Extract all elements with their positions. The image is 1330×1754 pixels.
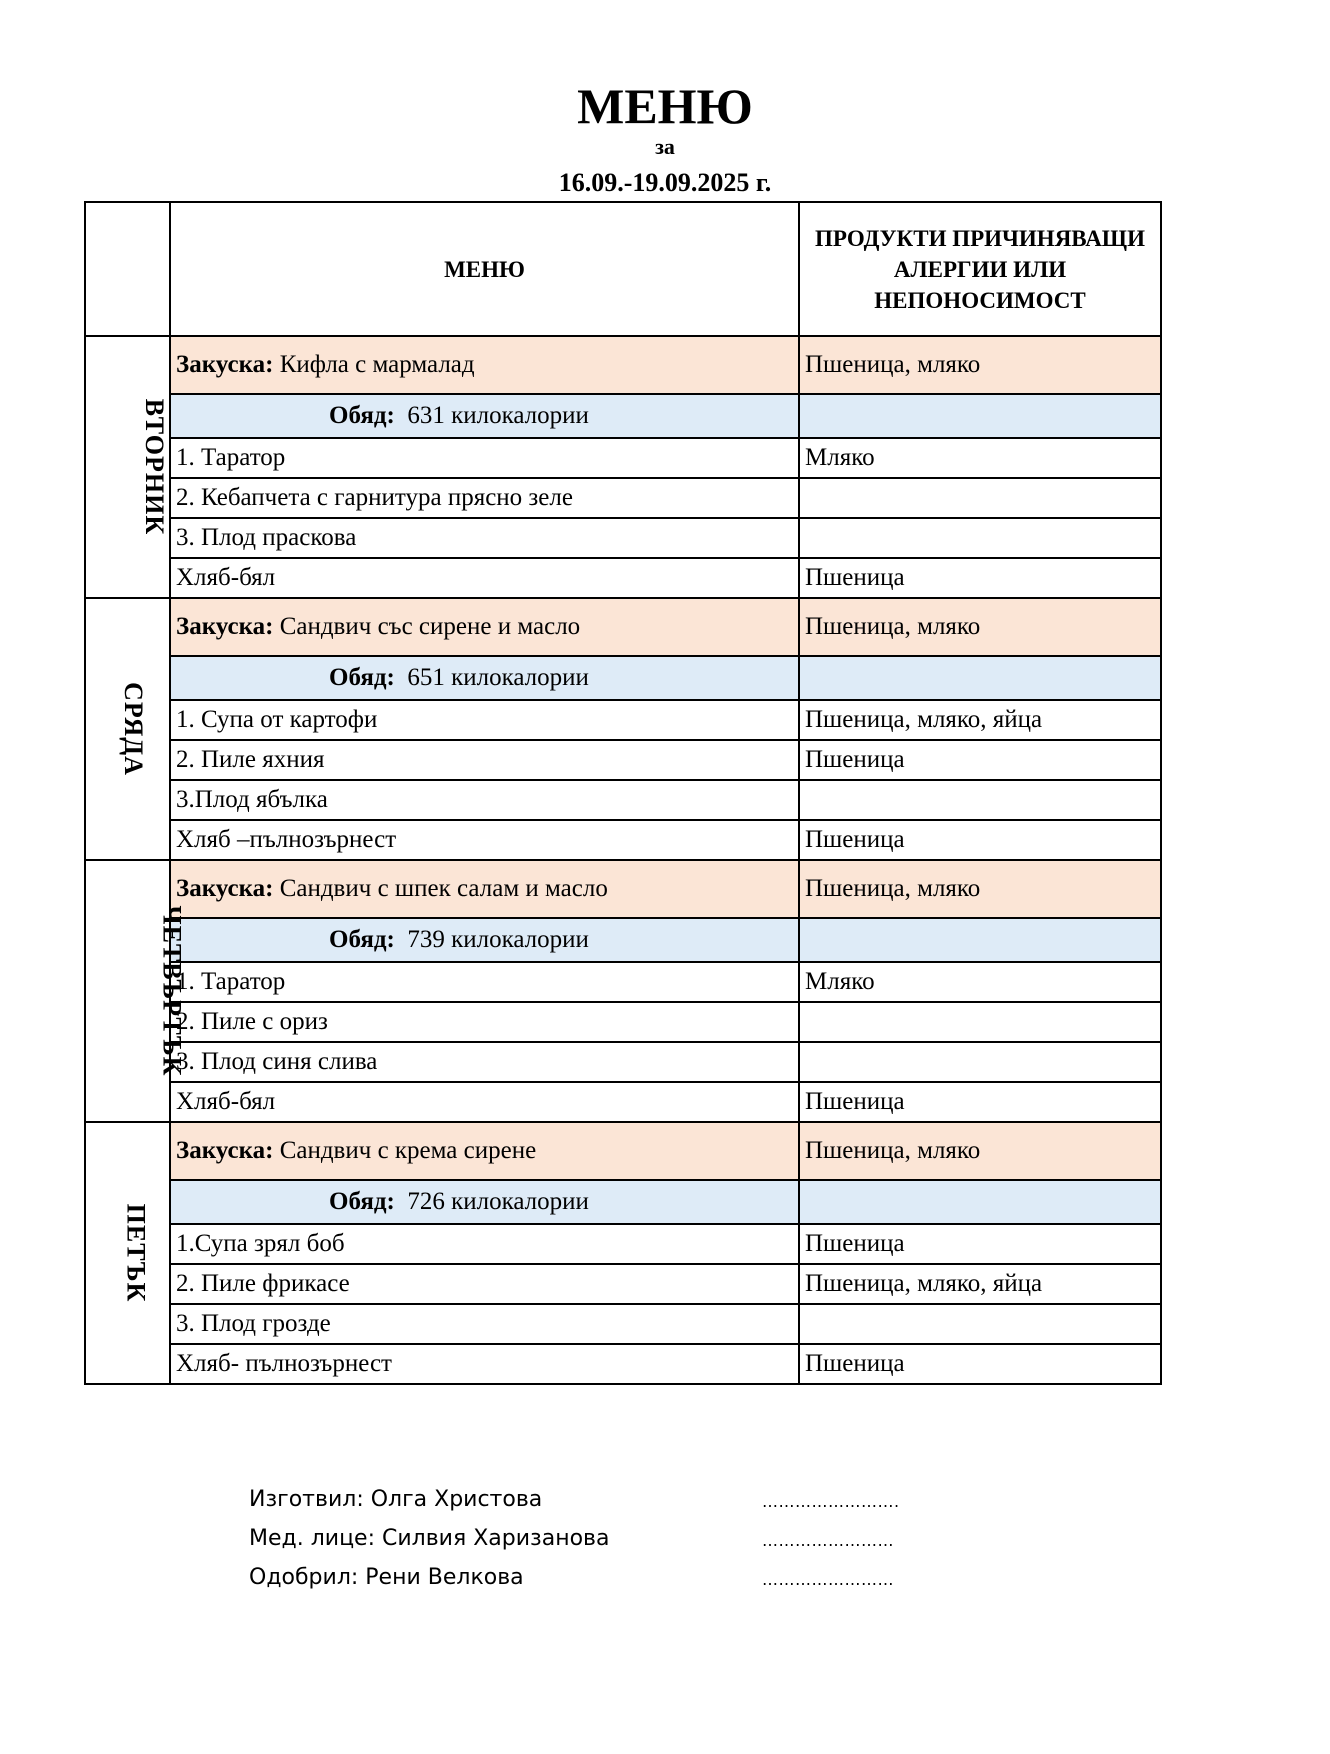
dish-cell: Хляб –пълнозърнест [170,820,799,860]
header-empty-cell [85,202,170,336]
signature-line-approved: …………………… [762,1570,894,1589]
breakfast-allergens: Пшеница, мляко [799,860,1161,918]
lunch-calories: 631 килокалории [407,402,589,429]
dish-cell: Хляб- пълнозърнест [170,1344,799,1384]
dish-cell: 2. Пиле яхния [170,740,799,780]
dish-row [85,1304,1161,1344]
header-menu: МЕНЮ [170,202,799,336]
dish-cell: Хляб-бял [170,558,799,598]
dish-row [85,740,1161,780]
lunch-calories: 739 килокалории [407,926,589,953]
breakfast-row [85,860,1161,918]
lunch-label: Обяд: [329,926,395,953]
dish-row [85,1264,1161,1304]
signature-line-prepared: ……………………. [762,1492,900,1511]
table-header-row [85,202,1161,336]
dish-allergens: Пшеница [799,820,1161,860]
signature-line-medical: …………………… [762,1531,894,1550]
lunch-allergens-empty [799,918,1161,962]
dish-allergens: Пшеница [799,740,1161,780]
dish-cell: 3.Плод ябълка [170,780,799,820]
dish-cell: 1. Таратор [170,962,799,1002]
dish-cell: 2. Кебапчета с гарнитура прясно зеле [170,478,799,518]
dish-allergens [799,780,1161,820]
dish-cell: 1. Супа от картофи [170,700,799,740]
day-cell [85,598,170,860]
lunch-allergens-empty [799,656,1161,700]
lunch-row [85,394,1161,438]
dish-cell: 1.Супа зрял боб [170,1224,799,1264]
breakfast-allergens: Пшеница, мляко [799,1122,1161,1180]
dish-row [85,962,1161,1002]
day-label: ПЕТЪК [121,1203,151,1302]
day-label: СРЯДА [118,681,148,776]
dish-allergens: Пшеница [799,1082,1161,1122]
dish-allergens: Мляко [799,438,1161,478]
dish-allergens: Пшеница [799,558,1161,598]
day-label: ВТОРНИК [140,398,170,535]
breakfast-dish: Сандвич с крема сирене [279,1137,537,1164]
dish-allergens [799,1304,1161,1344]
dish-row [85,1224,1161,1264]
lunch-cell [170,1180,799,1224]
breakfast-cell [170,598,799,656]
dish-allergens [799,478,1161,518]
breakfast-label: Закуска: [176,613,274,640]
breakfast-cell [170,336,799,394]
dish-cell: 3. Плод синя слива [170,1042,799,1082]
lunch-calories: 726 килокалории [407,1188,589,1215]
dish-row [85,820,1161,860]
breakfast-row [85,1122,1161,1180]
header-allergens: ПРОДУКТИ ПРИЧИНЯВАЩИ АЛЕРГИИ ИЛИ НЕПОНОСИМОСТ [799,202,1161,336]
dish-allergens [799,518,1161,558]
breakfast-row [85,598,1161,656]
dish-cell: 2. Пиле с ориз [170,1002,799,1042]
signature-medical: Мед. лице: Силвия Харизанова [249,1526,610,1551]
dish-row [85,518,1161,558]
lunch-allergens-empty [799,394,1161,438]
lunch-allergens-empty [799,1180,1161,1224]
breakfast-dish: Сандвич с шпек салам и масло [279,875,608,902]
breakfast-label: Закуска: [176,351,274,378]
lunch-cell [170,394,799,438]
dish-allergens: Пшеница [799,1224,1161,1264]
page-title: МЕНЮ [577,78,753,134]
lunch-row [85,1180,1161,1224]
dish-cell: 1. Таратор [170,438,799,478]
menu-table [84,201,1162,1385]
breakfast-cell [170,1122,799,1180]
day-label: ЧЕТВЪРТЪК [157,905,187,1076]
lunch-row [85,656,1161,700]
dish-cell: 3. Плод праскова [170,518,799,558]
breakfast-dish: Кифла с мармалад [279,351,475,378]
date-range: 16.09.-19.09.2025 г. [558,168,772,197]
lunch-cell [170,656,799,700]
dish-row [85,780,1161,820]
dish-row [85,558,1161,598]
dish-row [85,1002,1161,1042]
breakfast-row [85,336,1161,394]
lunch-row [85,918,1161,962]
breakfast-label: Закуска: [176,875,274,902]
lunch-cell [170,918,799,962]
signature-approved: Одобрил: Рени Велкова [249,1565,524,1590]
dish-allergens: Пшеница, мляко, яйца [799,700,1161,740]
day-cell [85,1122,170,1384]
subtitle: за [655,134,675,159]
dish-cell: 2. Пиле фрикасе [170,1264,799,1304]
dish-allergens: Мляко [799,962,1161,1002]
dish-cell: Хляб-бял [170,1082,799,1122]
dish-row [85,438,1161,478]
dish-cell: 3. Плод грозде [170,1304,799,1344]
lunch-label: Обяд: [329,402,395,429]
day-cell [85,336,170,598]
dish-row [85,1344,1161,1384]
day-cell [85,860,187,1122]
lunch-label: Обяд: [329,1188,395,1215]
dish-row [85,700,1161,740]
dish-allergens: Пшеница, мляко, яйца [799,1264,1161,1304]
lunch-calories: 651 килокалории [407,664,589,691]
breakfast-cell [170,860,799,918]
dish-row [85,478,1161,518]
breakfast-allergens: Пшеница, мляко [799,336,1161,394]
dish-row [85,1042,1161,1082]
breakfast-allergens: Пшеница, мляко [799,598,1161,656]
dish-allergens [799,1002,1161,1042]
breakfast-label: Закуска: [176,1137,274,1164]
dish-allergens: Пшеница [799,1344,1161,1384]
breakfast-dish: Сандвич със сирене и масло [279,613,581,640]
signature-prepared: Изготвил: Олга Христова [249,1487,543,1512]
lunch-label: Обяд: [329,664,395,691]
dish-row [85,1082,1161,1122]
dish-allergens [799,1042,1161,1082]
